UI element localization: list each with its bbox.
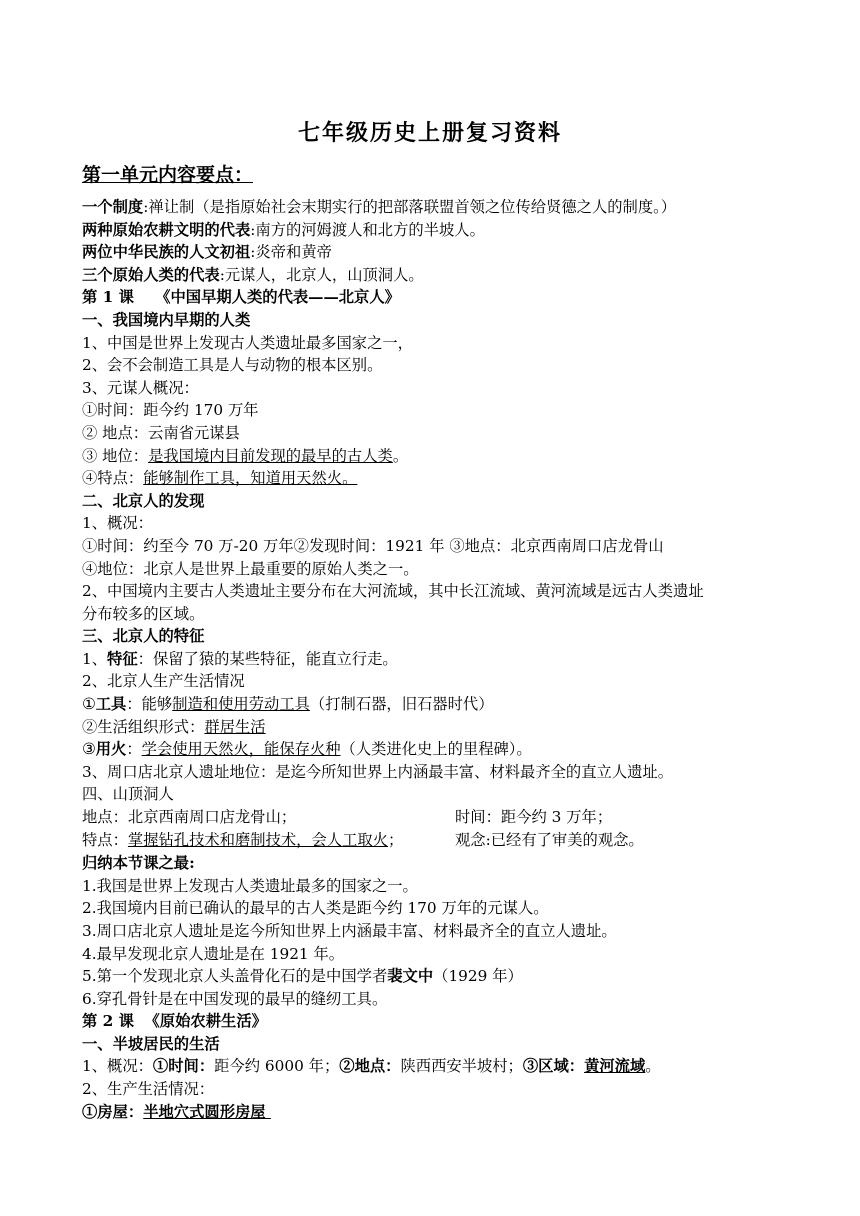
- section-heading: 三、北京人的特征: [82, 627, 205, 646]
- list-item: 4.最早发现北京人遗址是在 1921 年。: [82, 944, 345, 963]
- text-line: 分布较多的区域。: [82, 604, 205, 623]
- text-line: ②生活组织形式：群居生活: [82, 717, 266, 736]
- document-body: [82, 196, 787, 1123]
- text-line: 2、北京人生产生活情况: [82, 672, 245, 691]
- text-line: ③用火：学会使用天然火，能保存火种（人类进化史上的里程碑）。: [82, 740, 532, 759]
- text-line: ①时间：距今约 170 万年: [82, 401, 259, 420]
- text-line: 2、生产生活情况：: [82, 1080, 215, 1099]
- text-line: ② 地点：云南省元谋县: [82, 423, 240, 442]
- text-line: ③ 地位：是我国境内目前发现的最早的古人类。: [82, 446, 409, 465]
- section-heading: 一、半坡居民的生活: [82, 1034, 220, 1053]
- text-line: 1、中国是世界上发现古人类遗址最多国家之一，: [82, 333, 413, 352]
- text-line: 1、概况：①时间：距今约 6000 年；②地点：陕西西安半坡村；③区域：黄河流域。: [82, 1057, 661, 1076]
- lesson-heading: 第 2 课 《原始农耕生活》: [82, 1012, 267, 1031]
- text-line: 2、中国境内主要古人类遗址主要分布在大河流域，其中长江流域、黄河流域是远古人类遗址: [82, 582, 704, 601]
- intro-line: 三个原始人类的代表:元谋人，北京人，山顶洞人。: [82, 265, 424, 284]
- text-line: 3、元谋人概况：: [82, 378, 199, 397]
- text-line: ①时间：约至今 70 万-20 万年②发现时间：1921 年 ③地点：北京西南周口店龙骨山: [82, 536, 664, 555]
- text-line: 1、特征：保留了猿的某些特征，能直立行走。: [82, 649, 398, 668]
- text-line: 1、概况：: [82, 514, 153, 533]
- text-line: ①房屋：半地穴式圆形房屋: [82, 1102, 271, 1121]
- section-heading: 一、我国境内早期的人类: [82, 310, 251, 329]
- page-title: 七年级历史上册复习资料: [297, 120, 562, 146]
- text-line: ④特点：能够制作工具，知道用天然火。: [82, 469, 358, 488]
- text-line: 特点：掌握钻孔技术和磨制技术，会人工取火； 观念:已经有了审美的观念。: [82, 830, 644, 849]
- intro-line: 两种原始农耕文明的代表:南方的河姆渡人和北方的半坡人。: [82, 220, 485, 239]
- list-item: 3.周口店北京人遗址是迄今所知世界上内涵最丰富、材料最齐全的直立人遗址。: [82, 921, 617, 940]
- list-item: 2.我国境内目前已确认的最早的古人类是距今约 170 万年的元谋人。: [82, 899, 549, 918]
- list-item: 1.我国是世界上发现古人类遗址最多的国家之一。: [82, 876, 418, 895]
- intro-line: 一个制度:禅让制（是指原始社会末期实行的把部落联盟首领之位传给贤德之人的制度。）: [82, 198, 677, 216]
- list-item: 6.穿孔骨针是在中国发现的最早的缝纫工具。: [82, 989, 388, 1008]
- summary-heading: 归纳本节课之最:: [82, 854, 195, 873]
- text-line: ①工具：能够制造和使用劳动工具（打制石器，旧石器时代）: [82, 695, 494, 714]
- text-line: ④地位：北京人是世界上最重要的原始人类之一。: [82, 559, 419, 578]
- text-line: 2、会不会制造工具是人与动物的根本区别。: [82, 356, 383, 375]
- section-heading: 四、山顶洞人: [82, 785, 174, 804]
- lesson-heading: 第 1 课 《中国早期人类的代表——北京人》: [82, 288, 400, 307]
- text-line: 地点：北京西南周口店龙骨山； 时间：距今约 3 万年；: [82, 808, 613, 827]
- list-item: 5.第一个发现北京人头盖骨化石的是中国学者裴文中（1929 年）: [82, 967, 523, 986]
- unit-heading: 第一单元内容要点：: [82, 164, 254, 186]
- text-line: 3、周口店北京人遗址地位：是迄今所知世界上内涵最丰富、材料最齐全的直立人遗址。: [82, 762, 674, 781]
- section-heading: 二、北京人的发现: [82, 491, 205, 510]
- intro-line: 两位中华民族的人文初祖:炎帝和黄帝: [82, 243, 332, 262]
